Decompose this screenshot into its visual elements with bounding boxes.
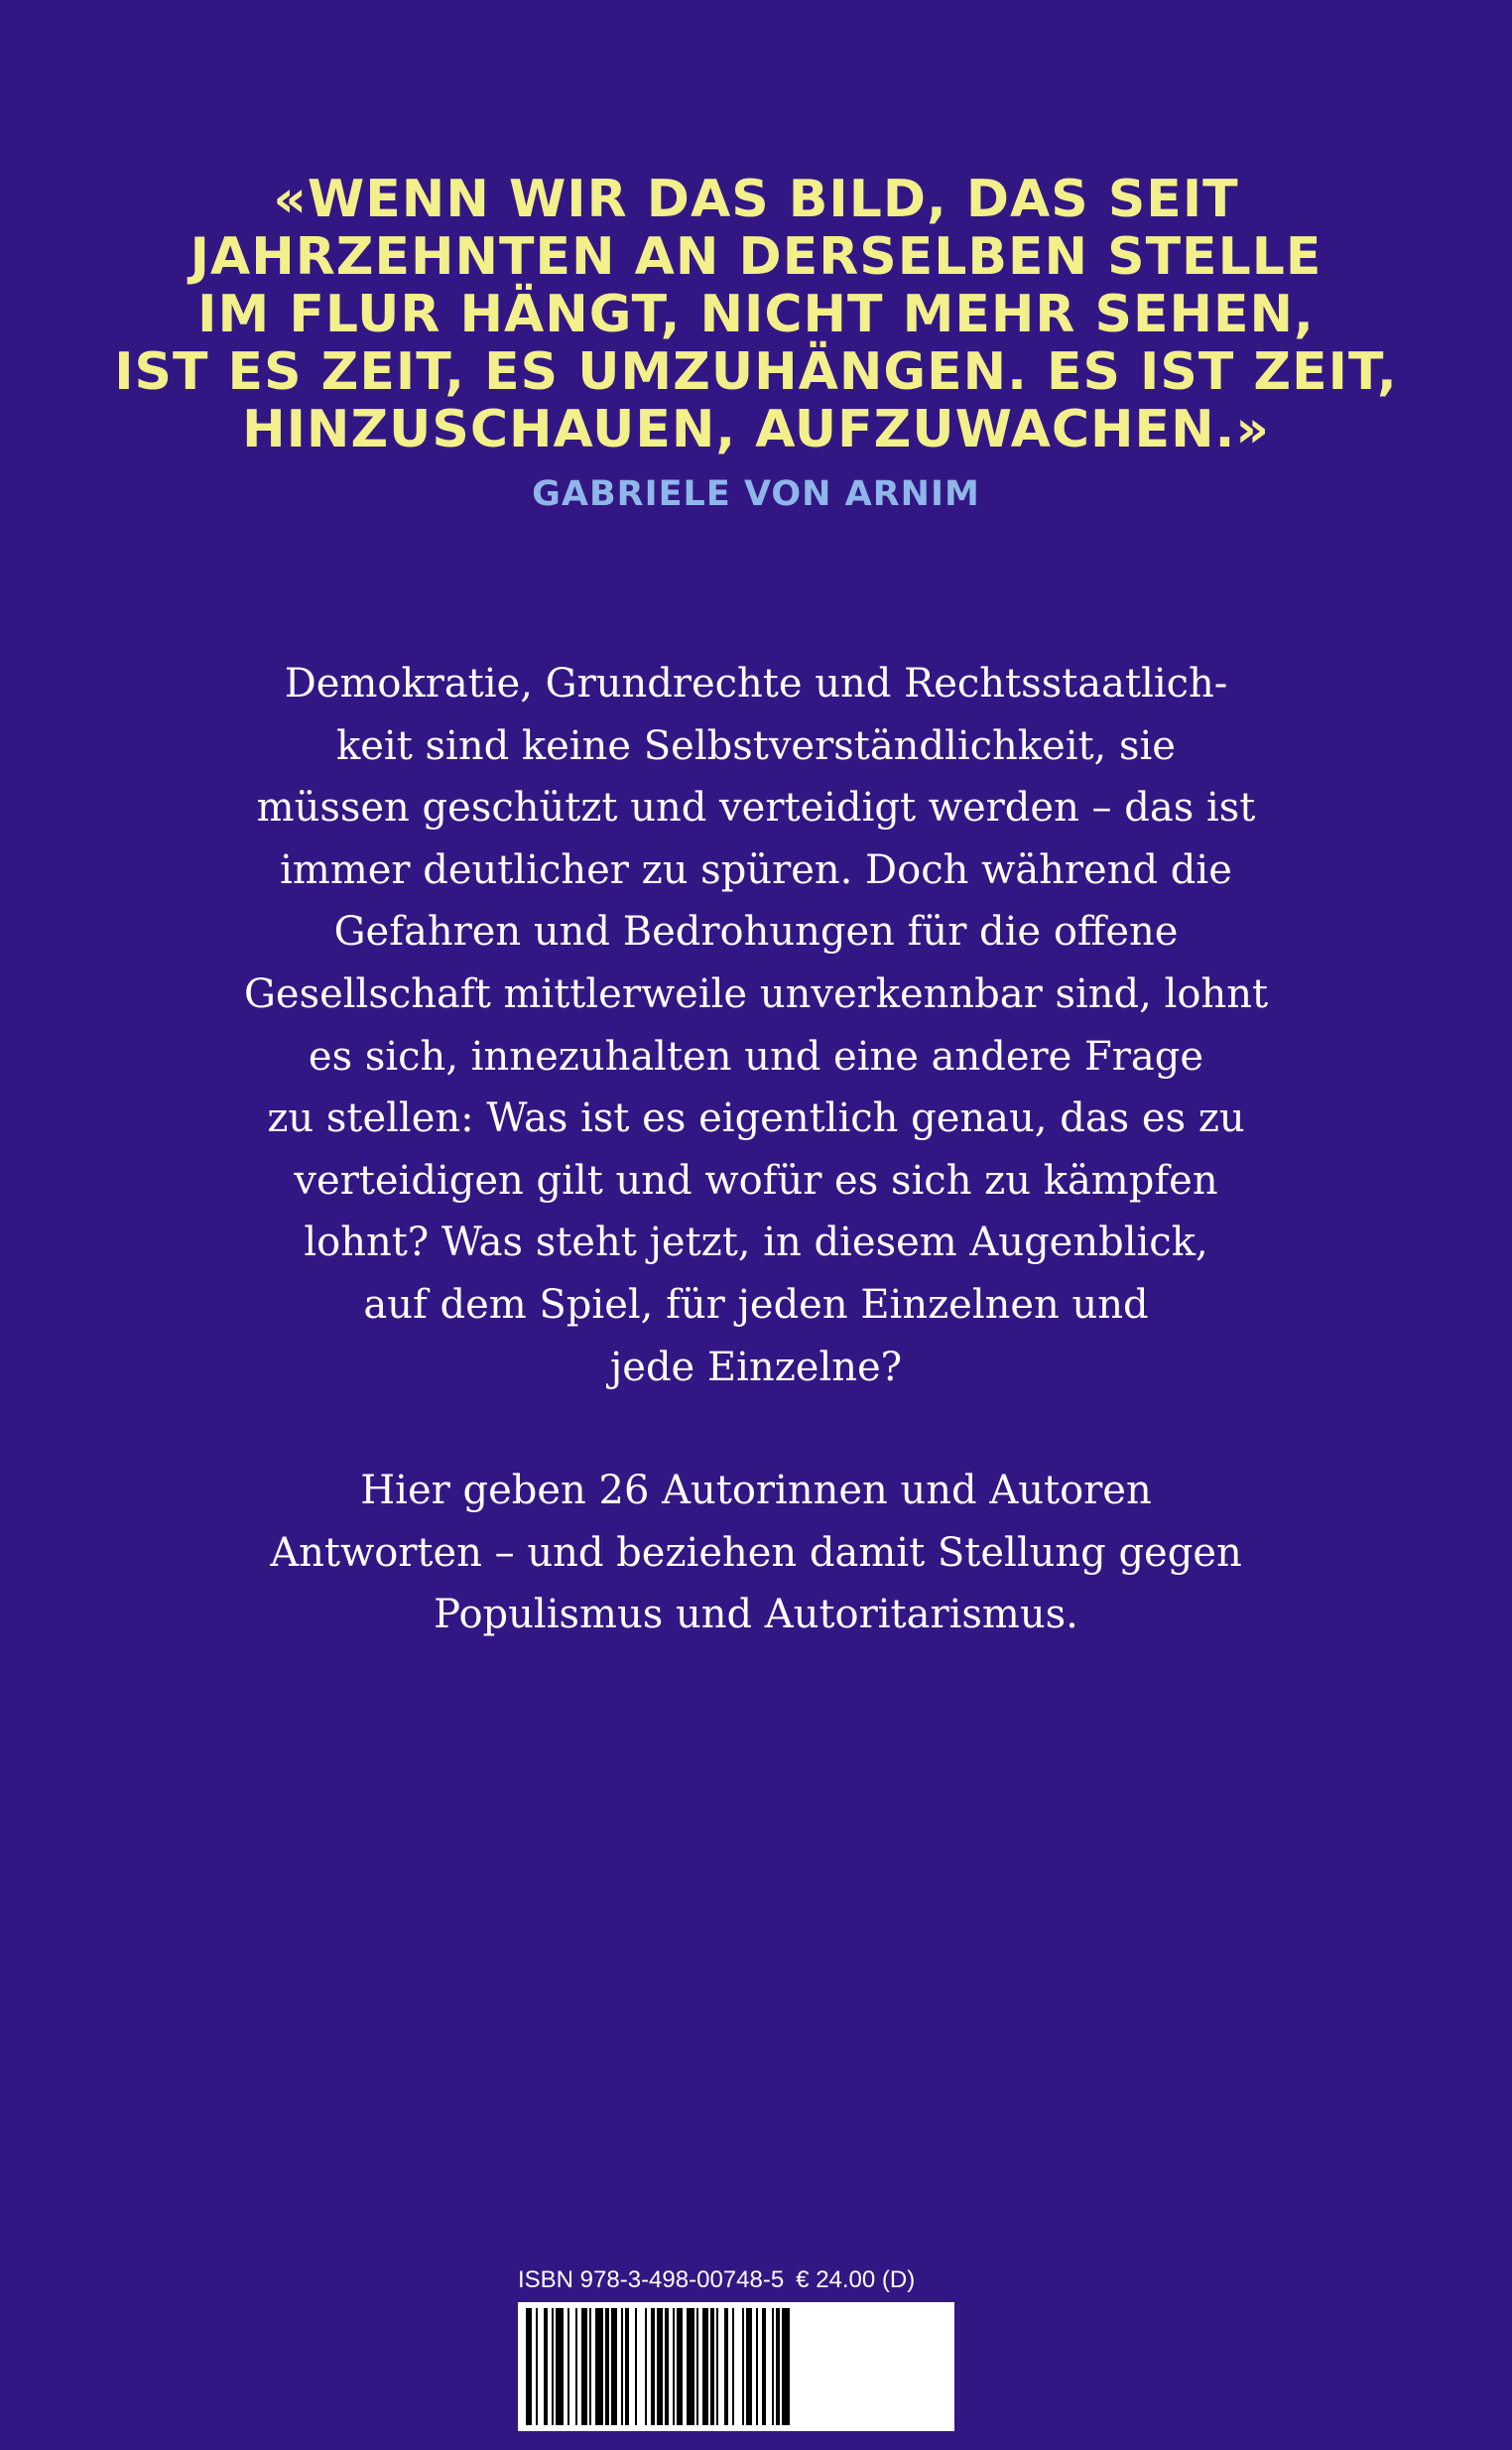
isbn-price-line	[518, 2264, 954, 2296]
barcode-bar	[567, 2308, 569, 2425]
barcode-bar	[556, 2308, 564, 2425]
blurb-line: müssen geschützt und verteidigt werden – das ist	[256, 785, 1256, 832]
barcode-bar	[776, 2308, 780, 2425]
blurb-line: es sich, innezuhalten und eine andere Frage	[308, 1033, 1204, 1080]
barcode-bar	[746, 2308, 752, 2425]
pull-quote	[0, 171, 1512, 516]
barcode-bar	[595, 2308, 603, 2425]
barcode-bar	[772, 2308, 774, 2425]
barcode-bar	[732, 2308, 734, 2425]
blurb-line: zu stellen: Was ist es eigentlich genau, das es zu	[267, 1096, 1245, 1142]
quote-line: IM FLUR HÄNGT, NICHT MEHR SEHEN,	[197, 285, 1315, 344]
barcode-bar	[589, 2308, 591, 2425]
barcode-bar	[575, 2308, 577, 2425]
blurb-line: verteidigen gilt und wofür es sich zu kämpfen	[294, 1157, 1218, 1204]
blurb-line: keit sind keine Selbstverständlichkeit, sie	[336, 722, 1176, 769]
barcode-bar	[742, 2308, 744, 2425]
barcode-bar	[581, 2308, 587, 2425]
barcode-bar	[762, 2308, 766, 2425]
barcode-bar	[611, 2308, 617, 2425]
barcode-bar	[657, 2308, 663, 2425]
price-label: € 24.00 (D)	[796, 2266, 916, 2293]
blurb-line: jede Einzelne?	[609, 1344, 903, 1390]
barcode-bar	[687, 2308, 694, 2425]
barcode-bar	[702, 2308, 708, 2425]
blurb-line: immer deutlicher zu spüren. Doch während die	[280, 846, 1232, 893]
barcode-bar	[621, 2308, 623, 2425]
quote-author: GABRIELE VON ARNIM	[532, 474, 980, 514]
barcode-block	[518, 2264, 954, 2433]
barcode-bar	[625, 2308, 629, 2425]
barcode-bar	[536, 2308, 538, 2425]
blurb-line: Antworten – und beziehen damit Stellung gegen	[270, 1529, 1242, 1576]
barcode-bar	[782, 2308, 790, 2425]
barcode-bar	[544, 2308, 548, 2425]
blurb-line: Demokratie, Grundrechte und Rechtsstaatlich-	[284, 661, 1228, 707]
barcode-bar	[645, 2308, 647, 2425]
blurb-line: Gesellschaft mittlerweile unverkennbar sind, lohnt	[243, 970, 1269, 1017]
quote-line: «WENN WIR DAS BILD, DAS SEIT	[273, 170, 1239, 229]
quote-line: IST ES ZEIT, ES UMZUHÄNGEN. ES IST ZEIT,	[114, 342, 1398, 402]
barcode-bar	[552, 2308, 554, 2425]
blurb-paragraph-1	[0, 653, 1512, 1398]
blurb-line: Gefahren und Bedrohungen für die offene	[333, 909, 1179, 956]
barcode-bar	[716, 2308, 718, 2425]
barcode-bar	[665, 2308, 669, 2425]
quote-line: JAHRZEHNTEN AN DERSELBEN STELLE	[189, 227, 1323, 287]
isbn-number: ISBN 978-3-498-00748-5	[518, 2266, 785, 2293]
barcode-bar	[651, 2308, 655, 2425]
barcode-bar	[677, 2308, 683, 2425]
blurb-line: Populismus und Autoritarismus.	[434, 1592, 1078, 1638]
barcode-bar	[605, 2308, 609, 2425]
barcode-bar	[724, 2308, 728, 2425]
quote-line: HINZUSCHAUEN, AUFZUWACHEN.»	[242, 400, 1270, 459]
barcode-bar	[673, 2308, 675, 2425]
barcode-bar	[710, 2308, 714, 2425]
blurb-line: Hier geben 26 Autorinnen und Autoren	[360, 1468, 1152, 1514]
barcode-bar	[696, 2308, 698, 2425]
barcode-bar	[635, 2308, 637, 2425]
blurb-line: lohnt? Was steht jetzt, in diesem Augenblick,	[304, 1220, 1208, 1266]
barcode-bar	[526, 2308, 532, 2425]
blurb-paragraph-2	[0, 1460, 1512, 1646]
barcode-bar	[756, 2308, 758, 2425]
blurb-line: auf dem Spiel, für jeden Einzelnen und	[363, 1281, 1149, 1328]
blurb-text	[0, 653, 1512, 1646]
barcode	[518, 2302, 954, 2431]
